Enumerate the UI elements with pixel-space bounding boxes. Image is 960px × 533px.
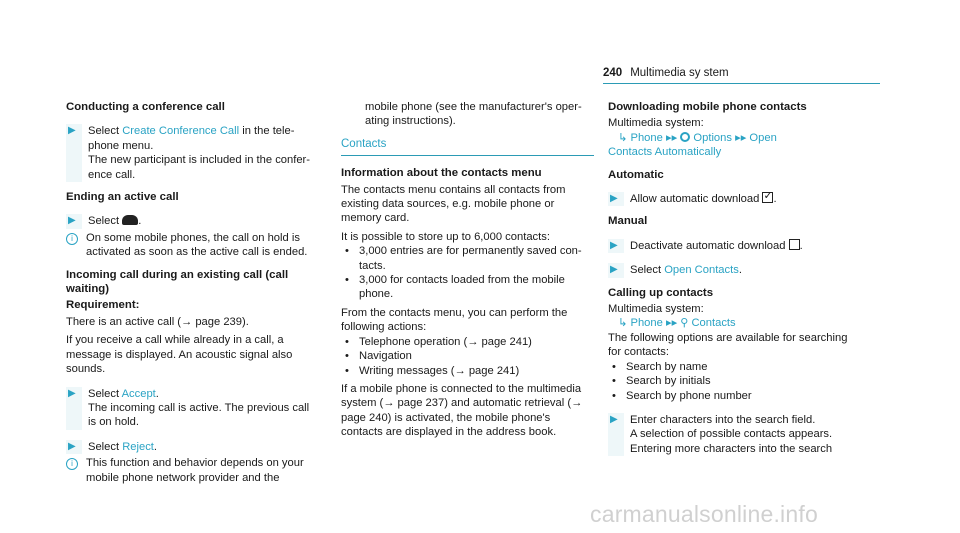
list-item: • Telephone operation (→ page 241) bbox=[345, 335, 532, 348]
checkbox-unchecked-icon[interactable] bbox=[789, 239, 800, 250]
path-phone[interactable]: Phone bbox=[630, 317, 663, 330]
column-1 bbox=[66, 100, 316, 485]
list-item: • 3,000 for contacts loaded from the mobile phone. bbox=[345, 274, 565, 301]
path-separator-icon: ▸▸ bbox=[665, 131, 678, 144]
path-separator-icon: ▸▸ bbox=[665, 317, 678, 330]
continued-text: mobile phone (see the manufacturer's oper‐ ating instructions). bbox=[365, 101, 582, 128]
step-create-conference: ▶ Select Create Conference Call in the tele‐ phone menu. The new participant is included in the confer‐ ence call. bbox=[68, 125, 311, 181]
header-rule bbox=[603, 83, 880, 84]
requirement-text: There is an active call (→ page 239). bbox=[66, 315, 249, 328]
step-arrow-icon: ▶ bbox=[68, 125, 76, 137]
actions-text: From the contacts menu, you can perform the following actions: bbox=[341, 306, 568, 334]
path-contacts-automatically[interactable]: Contacts Automatically bbox=[608, 146, 722, 159]
column-3: Downloading mobile phone contacts Multimedia system: ↳ Phone ▸▸ Options ▸▸ Open Contacts Automatically Automatic ▶ Allow automatic download ✓. Manual ▶ Deactivate automatic download . ▶ Select Open Contacts. Calling up contacts Multimedia system: ↳ Phone ▸▸ ⚲ Contacts The following options are available for searching for contacts: • Search by name • Search by initials • Search by phone number ▶ Enter characters into the search field. A selection of possible contacts appears. Entering more characters into the search bbox=[608, 100, 858, 456]
list-item: • Search by phone number bbox=[612, 389, 752, 402]
header-title: Multimedia sy stem bbox=[630, 67, 729, 79]
info-icon: i bbox=[66, 458, 78, 470]
info-icon: i bbox=[66, 233, 78, 245]
step-accept: ▶ Select Accept. The incoming call is active. The previous call is on hold. bbox=[68, 387, 310, 429]
step-arrow-icon: ▶ bbox=[68, 387, 76, 399]
column-2 bbox=[341, 100, 591, 440]
step-reject: ▶ Select Reject. bbox=[68, 440, 158, 453]
search-icon: ⚲ bbox=[680, 317, 689, 330]
step-arrow-icon: ▶ bbox=[68, 440, 76, 452]
step-arrow-icon: ▶ bbox=[610, 193, 618, 205]
conference-heading: Conducting a conference call bbox=[66, 101, 225, 113]
section-title-contacts: Contacts bbox=[341, 137, 594, 156]
gear-icon bbox=[680, 132, 690, 142]
path-options[interactable]: Options bbox=[693, 131, 732, 144]
download-heading: Downloading mobile phone contacts bbox=[608, 101, 807, 113]
step-arrow-icon: ▶ bbox=[610, 239, 618, 251]
step-arrow-icon: ▶ bbox=[610, 413, 618, 425]
path-contacts[interactable]: Contacts bbox=[691, 317, 736, 330]
path-phone[interactable]: Phone bbox=[630, 131, 663, 144]
page-header bbox=[603, 66, 729, 80]
reject-link[interactable]: Reject bbox=[122, 440, 154, 453]
menu-path bbox=[608, 131, 858, 145]
step-deactivate-download: ▶ Deactivate automatic download . bbox=[610, 239, 803, 252]
return-arrow-icon: ↳ bbox=[618, 131, 628, 144]
page-number: 240 bbox=[603, 67, 623, 79]
list-item: • Navigation bbox=[345, 350, 412, 363]
connected-text: If a mobile phone is connected to the multimedia system (→ page 237) and automatic retrieval (→ page 240) is activated, the mobile phone's contacts are displayed in the address book. bbox=[341, 382, 583, 439]
info-text: The contacts menu contains all contacts from existing data sources, e.g. mobile phone or memory card. bbox=[341, 183, 566, 225]
checkbox-checked-icon[interactable] bbox=[762, 192, 773, 203]
step-arrow-icon: ▶ bbox=[610, 264, 618, 276]
end-call-heading: Ending an active call bbox=[66, 191, 179, 204]
path-open[interactable]: Open bbox=[749, 131, 777, 144]
receive-text: If you receive a call while already in a call, a message is displayed. An acoustic signal also sounds. bbox=[66, 334, 293, 376]
requirement-label: Requirement: bbox=[66, 299, 140, 312]
step-allow-download: ▶ Allow automatic download ✓. bbox=[608, 192, 858, 206]
store-text: It is possible to store up to 6,000 contacts: bbox=[341, 230, 550, 243]
automatic-heading: Automatic bbox=[608, 168, 664, 181]
menu-path bbox=[608, 316, 858, 330]
manual-heading: Manual bbox=[608, 215, 648, 228]
step-open-contacts: ▶ Select Open Contacts. bbox=[610, 264, 742, 277]
list-item: • Search by initials bbox=[612, 375, 711, 388]
list-item: • Search by name bbox=[612, 360, 708, 373]
end-call-icon[interactable] bbox=[122, 215, 138, 225]
note: i On some mobile phones, the call on hold is activated as soon as the active call is ended. bbox=[66, 231, 316, 260]
info-heading: Information about the contacts menu bbox=[341, 167, 542, 180]
note: i This function and behavior depends on your mobile phone network provider and the bbox=[66, 456, 316, 485]
open-contacts-link[interactable]: Open Contacts bbox=[664, 264, 739, 277]
step-arrow-icon: ▶ bbox=[68, 215, 76, 227]
options-text: The following options are available for searching for contacts: bbox=[608, 331, 848, 359]
list-item: • 3,000 entries are for permanently saved con‐ tacts. bbox=[345, 245, 582, 272]
calling-up-heading: Calling up contacts bbox=[608, 286, 714, 299]
watermark: carmanualsonline.info bbox=[590, 501, 818, 527]
step-enter-characters: ▶ Enter characters into the search field. A selection of possible contacts appears. Entering more characters into the search bbox=[610, 413, 833, 455]
create-conference-call-link[interactable]: Create Conference Call bbox=[122, 125, 240, 138]
return-arrow-icon: ↳ bbox=[618, 317, 628, 330]
call-waiting-heading: Incoming call during an existing call (call waiting) bbox=[66, 268, 289, 296]
step-end-call: ▶ Select . bbox=[68, 215, 142, 228]
path-separator-icon: ▸▸ bbox=[735, 131, 747, 144]
list-item: • Writing messages (→ page 241) bbox=[345, 364, 520, 377]
accept-link[interactable]: Accept bbox=[121, 387, 156, 400]
